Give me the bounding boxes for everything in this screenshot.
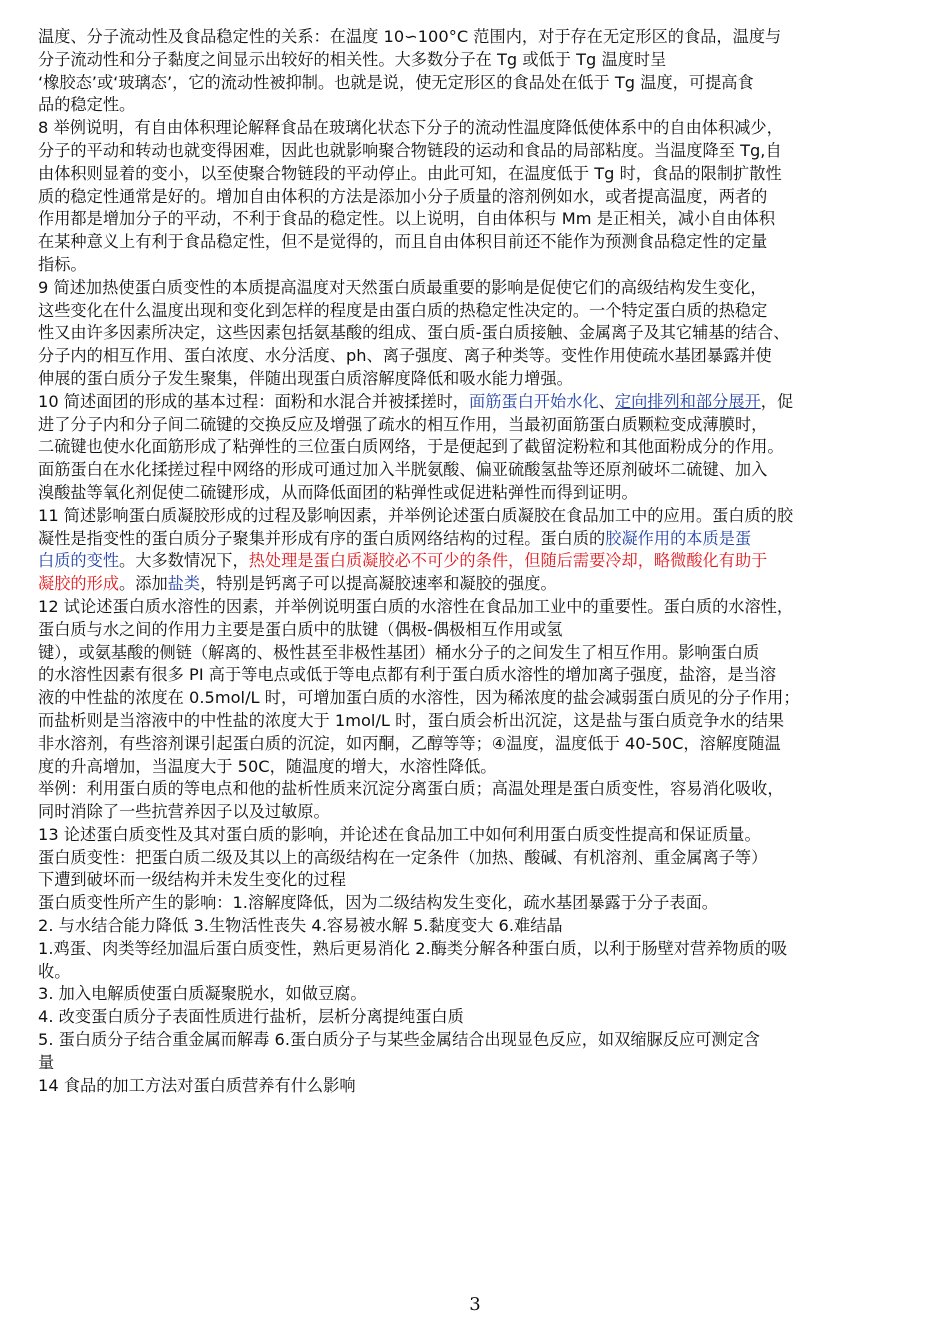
text-line: 的水溶性因素有很多 PI 高于等电点或低于等电点都有利于蛋白质水溶性的增加离子强度，盐溶，是当溶 bbox=[38, 665, 777, 685]
text-line: 质的稳定性通常是好的。增加自由体积的方法是添加小分子质量的溶剂例如水，或者提高温度，两者的 bbox=[38, 186, 768, 206]
text-line: 下遭到破坏而一级结构并未发生变化的过程 bbox=[38, 870, 346, 890]
text-line-q11c bbox=[38, 573, 922, 596]
text-line-q10 bbox=[38, 391, 922, 414]
text-line: ‘橡胶态’或‘玻璃态’，它的流动性被抑制。也就是说，使无定形区的食品处在低于 Tg 温度，可提高食 bbox=[38, 72, 754, 92]
highlight-underline: 定向排列和部分展开 bbox=[614, 391, 761, 411]
text-line: 分子内的相互作用、蛋白浓度、水分活度、ph、离子强度、离子种类等。变性作用使疏水基团暴露并使 bbox=[38, 346, 772, 366]
text-segment: 。添加 bbox=[119, 574, 168, 594]
text-line: 面筋蛋白在水化揉搓过程中网络的形成可通过加入半胱氨酸、偏亚硫酸氢盐等还原剂破坏二硫键、加入 bbox=[38, 460, 768, 480]
text-line: 分子的平动和转动也就变得困难，因此也就影响聚合物链段的运动和食品的局部粘度。当温度降至 Tg,自 bbox=[38, 140, 782, 160]
text-segment: 凝性是指变性的蛋白质分子聚集并形成有序的蛋白质网络结构的过程。蛋白质的 bbox=[38, 528, 606, 548]
highlight-blue: 白质的变性 bbox=[38, 551, 120, 571]
text-line: 作用都是增加分子的平动，不利于食品的稳定性。以上说明，自由体积与 Mm 是正相关，减小自由体积 bbox=[38, 209, 776, 229]
highlight-red: 凝胶的形成 bbox=[38, 574, 120, 594]
text-line: 8 举例说明，有自由体积理论解释食品在玻璃化状态下分子的流动性温度降低使体系中的自由体积减少， bbox=[38, 118, 783, 138]
text-line: 品的稳定性。 bbox=[38, 95, 136, 115]
text-line: 非水溶剂，有些溶剂课引起蛋白质的沉淀，如丙酮，乙醇等等；④温度，温度低于 40-50C，溶解度随温 bbox=[38, 733, 781, 753]
text-line: 3. 加入电解质使蛋白质凝聚脱水，如做豆腐。 bbox=[38, 984, 367, 1004]
text-line: 液的中性盐的浓度在 0.5mol/L 时，可增加蛋白质的水溶性，因为稀浓度的盐会减弱蛋白质见的分子作用； bbox=[38, 688, 800, 708]
text-line: 度的升高增加，当温度大于 50C，随温度的增大，水溶性降低。 bbox=[38, 756, 497, 776]
highlight-red: 热处理是蛋白质凝胶必不可少的条件，但随后需要冷却，略微酸化有助于 bbox=[248, 551, 768, 571]
text-line: 蛋白质变性所产生的影响：1.溶解度降低，因为二级结构发生变化，疏水基团暴露于分子表面。 bbox=[38, 893, 718, 913]
text-line: 同时消除了一些抗营养因子以及过敏原。 bbox=[38, 802, 330, 822]
text-segment: 。大多数情况下， bbox=[119, 551, 249, 571]
text-line: 量 bbox=[38, 1052, 55, 1072]
text-line: 这些变化在什么温度出现和变化到怎样的程度是由蛋白质的热稳定性决定的。一个特定蛋白质的热稳定 bbox=[38, 300, 768, 320]
text-line: 12 试论述蛋白质水溶性的因素，并举例说明蛋白质的水溶性在食品加工业中的重要性。蛋白质的水溶性， bbox=[38, 596, 794, 616]
text-line: 进了分子内和分子间二硫键的交换反应及增强了疏水的相互作用，当最初面筋蛋白质颗粒变成薄膜时， bbox=[38, 414, 768, 434]
text-line: 键），或氨基酸的侧链（解离的、极性甚至非极性基团）桶水分子的之间发生了相互作用。影响蛋白质 bbox=[38, 642, 760, 662]
text-line: 溴酸盐等氧化剂促使二硫键形成，从而降低面团的粘弹性或促进粘弹性而得到证明。 bbox=[38, 482, 638, 502]
highlight-blue: 盐类 bbox=[167, 574, 201, 594]
text-segment: ，特别是钙离子可以提高凝胶速率和凝胶的强度。 bbox=[200, 574, 557, 594]
document-body bbox=[38, 26, 922, 1097]
text-line: 蛋白质变性：把蛋白质二级及其以上的高级结构在一定条件（加热、酸碱、有机溶剂、重金属离子等） bbox=[38, 847, 768, 867]
text-line: 分子流动性和分子黏度之间显示出较好的相关性。大多数分子在 Tg 或低于 Tg 温度时呈 bbox=[38, 49, 667, 69]
text-line: 蛋白质与水之间的作用力主要是蛋白质中的肽键（偶极-偶极相互作用或氢 bbox=[38, 619, 563, 639]
text-line-q11b bbox=[38, 550, 922, 573]
page-number: 3 bbox=[469, 1294, 481, 1315]
text-line: 温度、分子流动性及食品稳定性的关系：在温度 10∽100°C 范围内，对于存在无定形区的食品，温度与 bbox=[38, 27, 782, 46]
text-line: 1.鸡蛋、肉类等经加温后蛋白质变性，熟后更易消化 2.酶类分解各种蛋白质，以利于肠壁对营养物质的吸 bbox=[38, 938, 788, 958]
text-line: 伸展的蛋白质分子发生聚集，伴随出现蛋白质溶解度降低和吸水能力增强。 bbox=[38, 368, 573, 388]
text-line: 4. 改变蛋白质分子表面性质进行盐析，层析分离提纯蛋白质 bbox=[38, 1007, 464, 1027]
highlight-blue: 面筋蛋白开始水化 bbox=[469, 391, 599, 411]
text-line: 性又由许多因素所决定，这些因素包括氨基酸的组成、蛋白质-蛋白质接触、金属离子及其它辅基的结合、 bbox=[38, 323, 790, 343]
text-line: 指标。 bbox=[38, 254, 87, 274]
text-line: 13 论述蛋白质变性及其对蛋白质的影响，并论述在食品加工中如何利用蛋白质变性提高和保证质量。 bbox=[38, 824, 761, 844]
text-line: 11 简述影响蛋白质凝胶形成的过程及影响因素，并举例论述蛋白质凝胶在食品加工中的应用。蛋白质的胶 bbox=[38, 505, 794, 525]
text-line: 而盐析则是当溶液中的中性盐的浓度大于 1mol/L 时，蛋白质会析出沉淀，这是盐与蛋白质竞争水的结果 bbox=[38, 710, 785, 730]
text-line: 9 简述加热使蛋白质变性的本质提高温度对天然蛋白质最重要的影响是促使它们的高级结构发生变化， bbox=[38, 277, 767, 297]
text-line: 二硫键也使水化面筋形成了粘弹性的三位蛋白质网络，于是便起到了截留淀粉粒和其他面粉成分的作用。 bbox=[38, 437, 784, 457]
text-line-q11a bbox=[38, 528, 922, 551]
text-segment: 、 bbox=[598, 391, 615, 411]
text-line: 5. 蛋白质分子结合重金属而解毒 6.蛋白质分子与某些金属结合出现显色反应，如双缩脲反应可测定含 bbox=[38, 1030, 761, 1050]
text-line: 举例：利用蛋白质的等电点和他的盐析性质来沉淀分离蛋白质；高温处理是蛋白质变性，容易消化吸收， bbox=[38, 779, 784, 799]
text-segment: ，促 bbox=[760, 391, 794, 411]
text-line: 由体积则显着的变小，以至使聚合物链段的平动停止。由此可知，在温度低于 Tg 时，食品的限制扩散性 bbox=[38, 163, 782, 183]
text-line: 2. 与水结合能力降低 3.生物活性丧失 4.容易被水解 5.黏度变大 6.难结晶 bbox=[38, 916, 563, 936]
text-line: 14 食品的加工方法对蛋白质营养有什么影响 bbox=[38, 1075, 356, 1095]
text-line: 收。 bbox=[38, 961, 71, 981]
text-line: 在某种意义上有利于食品稳定性，但不是觉得的，而且自由体积目前还不能作为预测食品稳定性的定量 bbox=[38, 232, 768, 252]
text-segment: 10 简述面团的形成的基本过程：面粉和水混合并被揉搓时， bbox=[38, 391, 469, 411]
highlight-blue: 胶凝作用的本质是蛋 bbox=[605, 528, 752, 548]
